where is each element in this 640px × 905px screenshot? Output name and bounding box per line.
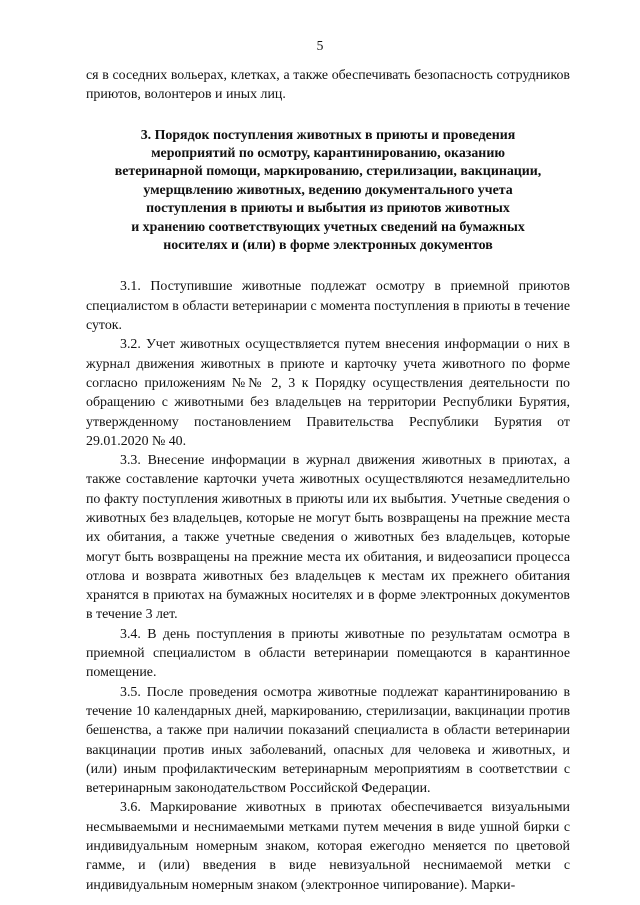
section-heading-line: 3. Порядок поступления животных в приюты и проведения (140, 127, 516, 143)
paragraph-3-6: 3.6. Маркирование животных в приютах обеспечивается визуальными несмываемыми и неснимаемыми метками путем мечения в виде ушной бирки с индивидуальным номерным знаком, которая ежегодно меняется по цветовой гамме, и (или) введения в виде невизуальной неснимаемой метки с индивидуальным номерным знаком (электронное чипирование). Марки- (86, 800, 570, 893)
section-heading-line: поступления в приюты и выбытия из приютов животных (146, 201, 510, 217)
section-heading-line: мероприятий по осмотру, карантинированию, оказанию (151, 146, 505, 161)
page-number: 5 (316, 38, 324, 53)
section-heading-line: умерщвлению животных, ведению документального учета (143, 182, 513, 198)
document-body (86, 66, 570, 895)
paragraph-3-4: 3.4. В день поступления в приюты животные по результатам осмотра в приемной специалистом в области ветеринарии помещаются в карантинное помещение. (86, 626, 570, 681)
section-heading-line: ветеринарной помощи, маркированию, стерилизации, вакцинации, (114, 164, 542, 180)
section-heading (86, 127, 570, 256)
paragraph-3-2: 3.2. Учет животных осуществляется путем внесения информации о них в журнал движения животных в приюте и карточку учета животного по форме согласно приложениям №№ 2, 3 к Порядку осуществления деятельности по обращению с животными без владельцев на территории Республики Бурятия, утвержденному постановлением Правительства Республики Бурятия от 29.01.2020 № 40. (86, 337, 570, 449)
paragraph-3-5: 3.5. После проведения осмотра животные подлежат карантинированию в течение 10 календарных дней, маркированию, стерилизации, вакцинации против бешенства, а также при наличии показаний специалиста в области ветеринарии вакцинации против иных заболеваний, опасных для человека и животных, и (или) иным профилактическим ветеринарным мероприятиям в соответствии с ветеринарным законодательством Российской Федерации. (86, 684, 570, 797)
paragraph-3-1: 3.1. Поступившие животные подлежат осмотру в приемной приютов специалистом в области ветеринарии с момента поступления в приюты в течение суток. (86, 279, 570, 334)
paragraph-3-3: 3.3. Внесение информации в журнал движения животных в приютах, а также составление карточки учета животных осуществляются незамедлительно по факту поступления животных в приюты или их выбытия. Учетные сведения о животных без владельцев, которые не могут быть возвращены на прежние места их обитания, а также учетные сведения о животных без владельцев, которые могут быть возвращены на прежние места их обитания, и видеозаписи процесса отлова и возврата животных без владельцев к местам их прежнего обитания хранятся в приютах на бумажных носителях и в форме электронных документов в течение 3 лет. (86, 453, 570, 623)
section-heading-line: и хранению соответствующих учетных сведений на бумажных (131, 219, 525, 235)
section-heading-line: носителях и (или) в форме электронных документов (163, 238, 493, 254)
intro-paragraph: ся в соседних вольерах, клетках, а также обеспечивать безопасность сотрудников приютов, волонтеров и иных лиц. (86, 68, 570, 103)
